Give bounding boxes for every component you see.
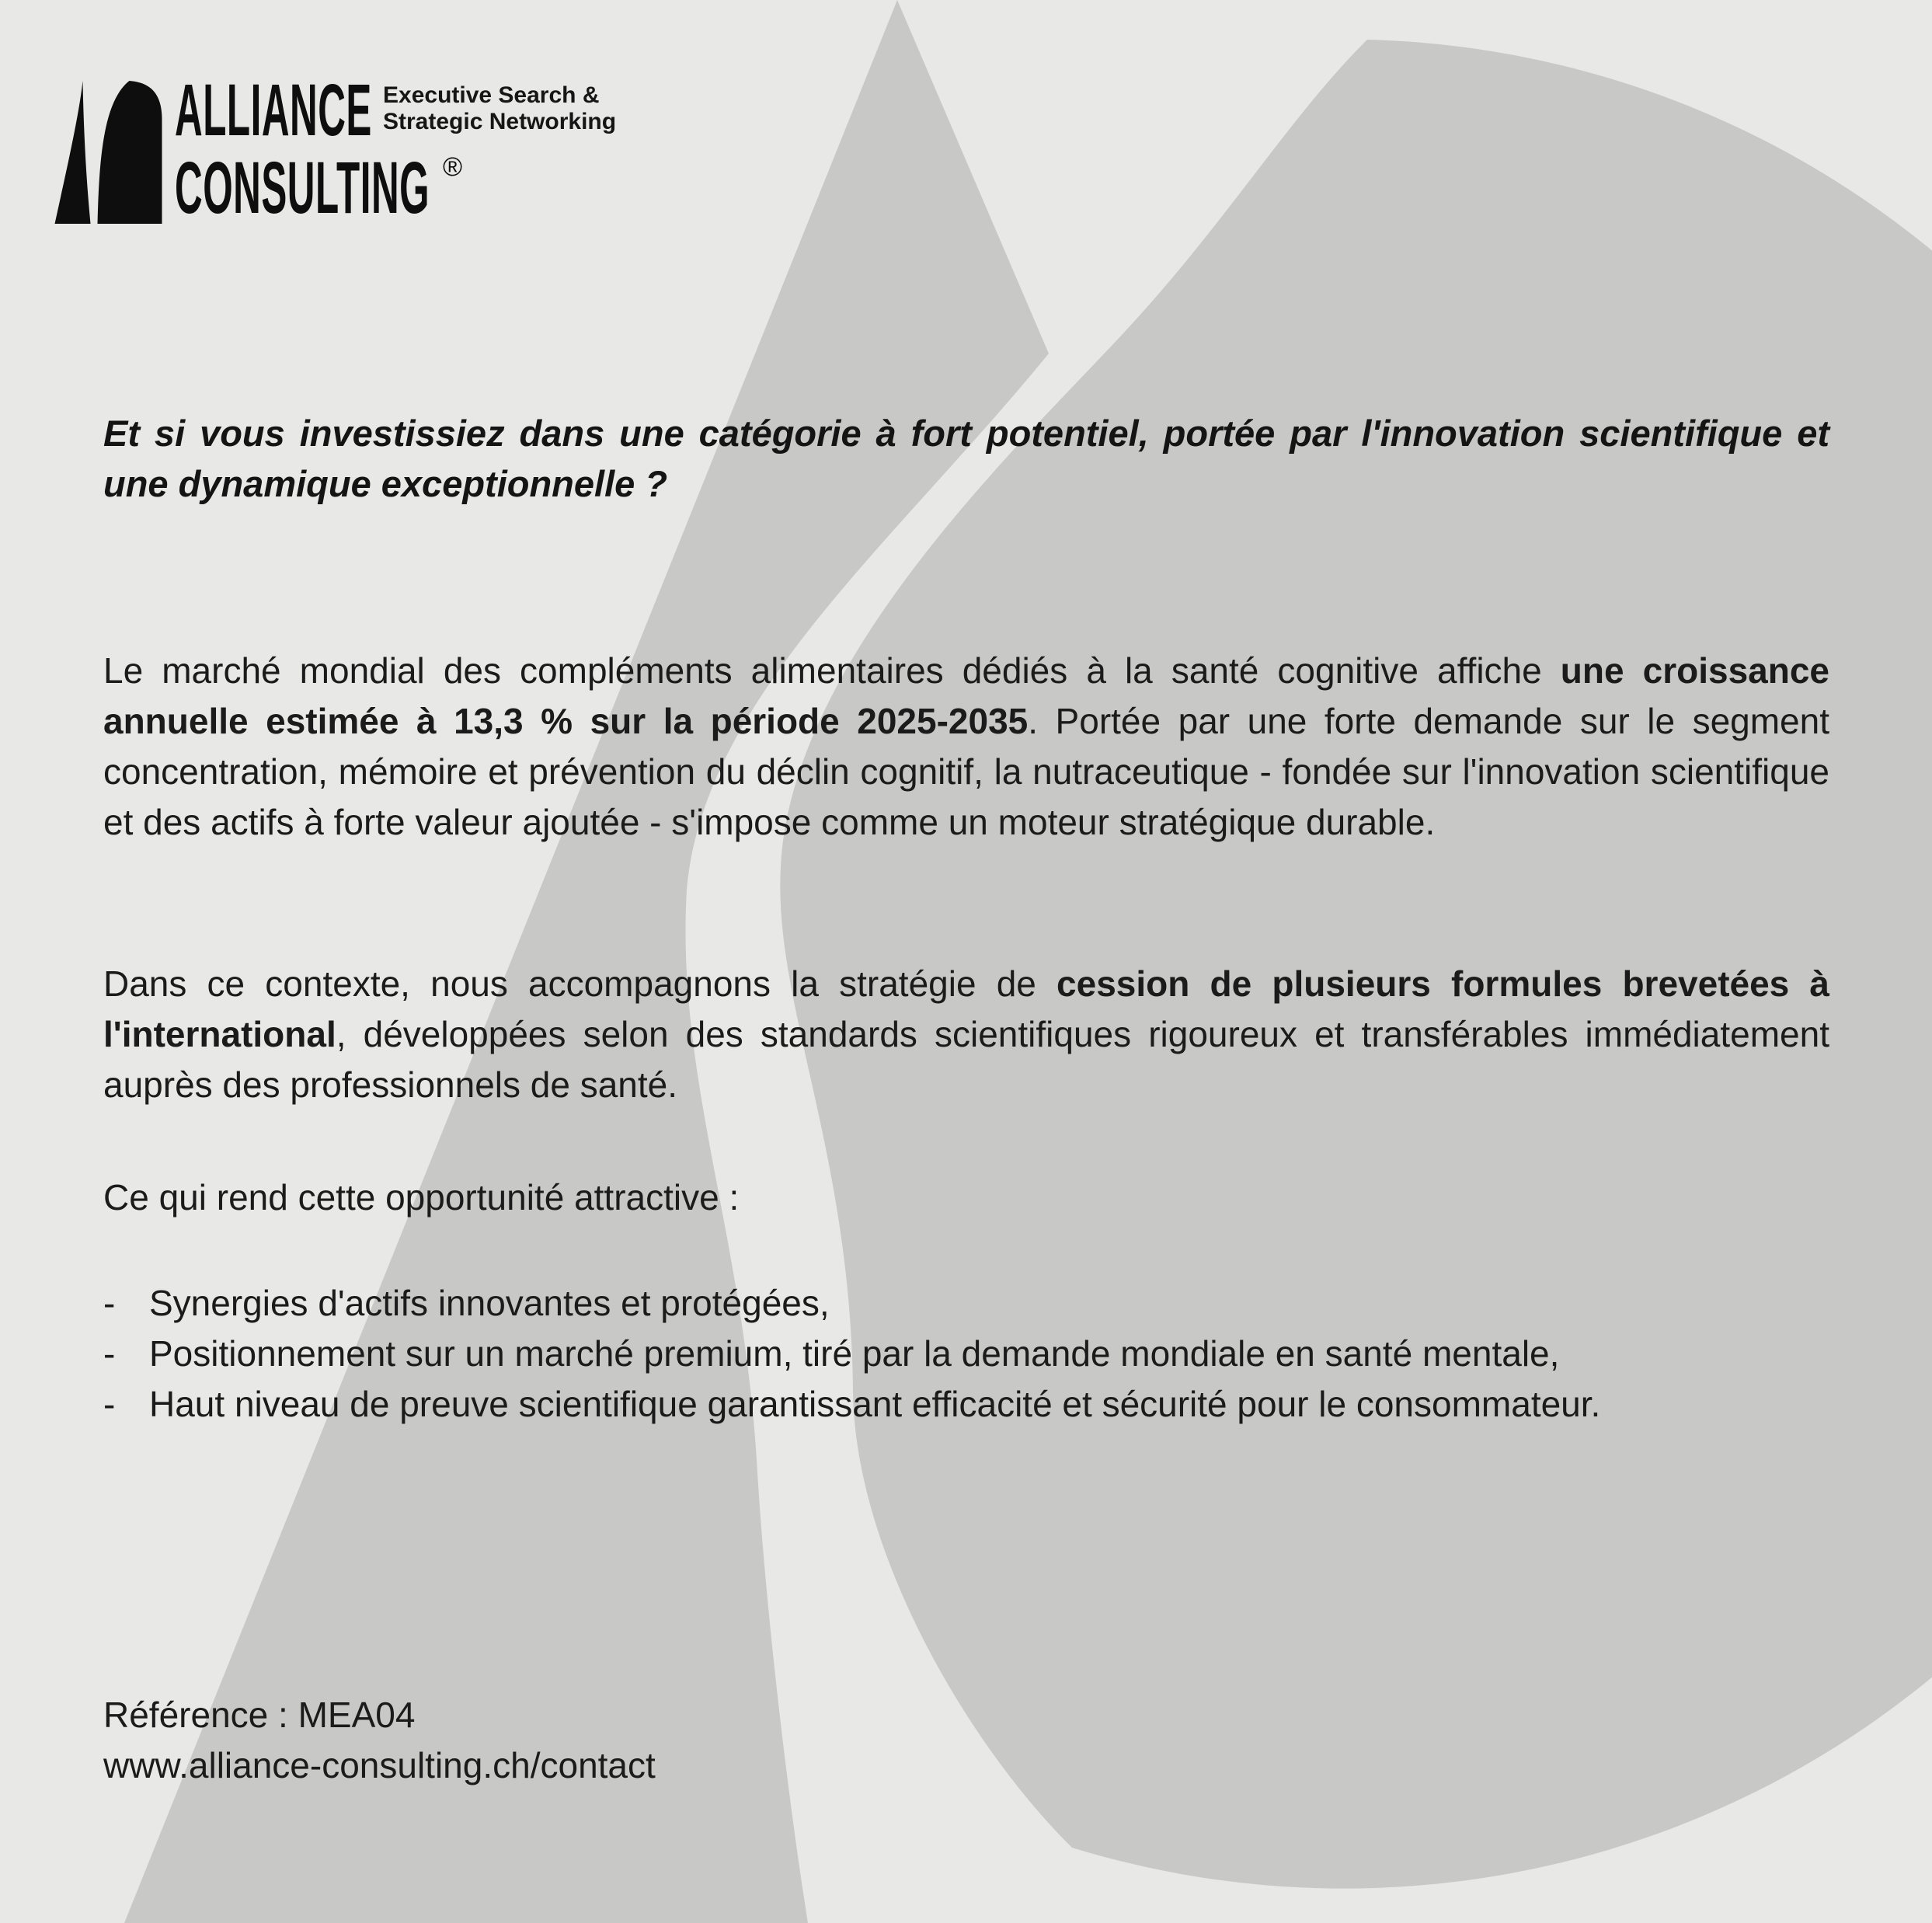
footer-block (103, 1690, 1829, 1791)
reference-line: Référence : MEA04 (103, 1695, 416, 1735)
list-intro: Ce qui rend cette opportunité attractive : (103, 1177, 740, 1218)
body-text: Dans ce contexte, nous accompagnons la stratégie de (103, 963, 1057, 1004)
registered-trademark-symbol: ® (443, 152, 463, 182)
paragraph-mandate (103, 959, 1829, 1110)
alliance-consulting-logo-icon (53, 81, 165, 224)
bullet-dash: - (103, 1384, 116, 1424)
list-item-text: Synergies d'actifs innovantes et protégées, (149, 1283, 830, 1323)
bullet-dash: - (103, 1333, 116, 1374)
tagline-line2: Strategic Networking (383, 109, 617, 134)
logo-block (0, 0, 855, 256)
body-text: , développées selon des standards scientifiques rigoureux et transférables immédiatement auprès des professionnels de santé. (103, 1014, 1829, 1105)
brand-name-alliance: ALLIANCE (175, 69, 372, 152)
list-item-text: Haut niveau de preuve scientifique garantissant efficacité et sécurité pour le consommateur. (149, 1384, 1601, 1424)
logo-tagline (383, 82, 616, 135)
body-text: Le marché mondial des compléments alimentaires dédiés à la santé cognitive affiche (103, 650, 1561, 691)
brand-name-consulting: CONSULTING (175, 147, 430, 229)
emphasized-text: cession de plusieurs formules brevetées à l'international (103, 963, 1829, 1054)
highlights-list (103, 1278, 1829, 1430)
list-item (103, 1379, 1829, 1430)
headline: Et si vous investissiez dans une catégorie à fort potentiel, portée par l'innovation scientifique et une dynamique exceptionnelle ? (103, 413, 1829, 504)
tagline-line1: Executive Search & (383, 82, 600, 108)
body-text: . Portée par une forte demande sur le segment concentration, mémoire et prévention du déclin cognitif, la nutraceutique - fondée sur l'innovation scientifique et des actifs à forte valeur ajoutée - s'impose comme un moteur stratégique durable. (103, 701, 1830, 842)
emphasized-text: une croissance annuelle estimée à 13,3 % sur la période 2025-2035 (103, 650, 1829, 741)
paragraph-market-growth (103, 646, 1829, 848)
list-item-text: Positionnement sur un marché premium, tiré par la demande mondiale en santé mentale, (149, 1333, 1560, 1374)
list-item (103, 1278, 1829, 1329)
brand-name-line2 (175, 147, 665, 229)
contact-url: www.alliance-consulting.ch/contact (103, 1745, 656, 1785)
list-item (103, 1329, 1829, 1379)
bullet-dash: - (103, 1283, 116, 1323)
